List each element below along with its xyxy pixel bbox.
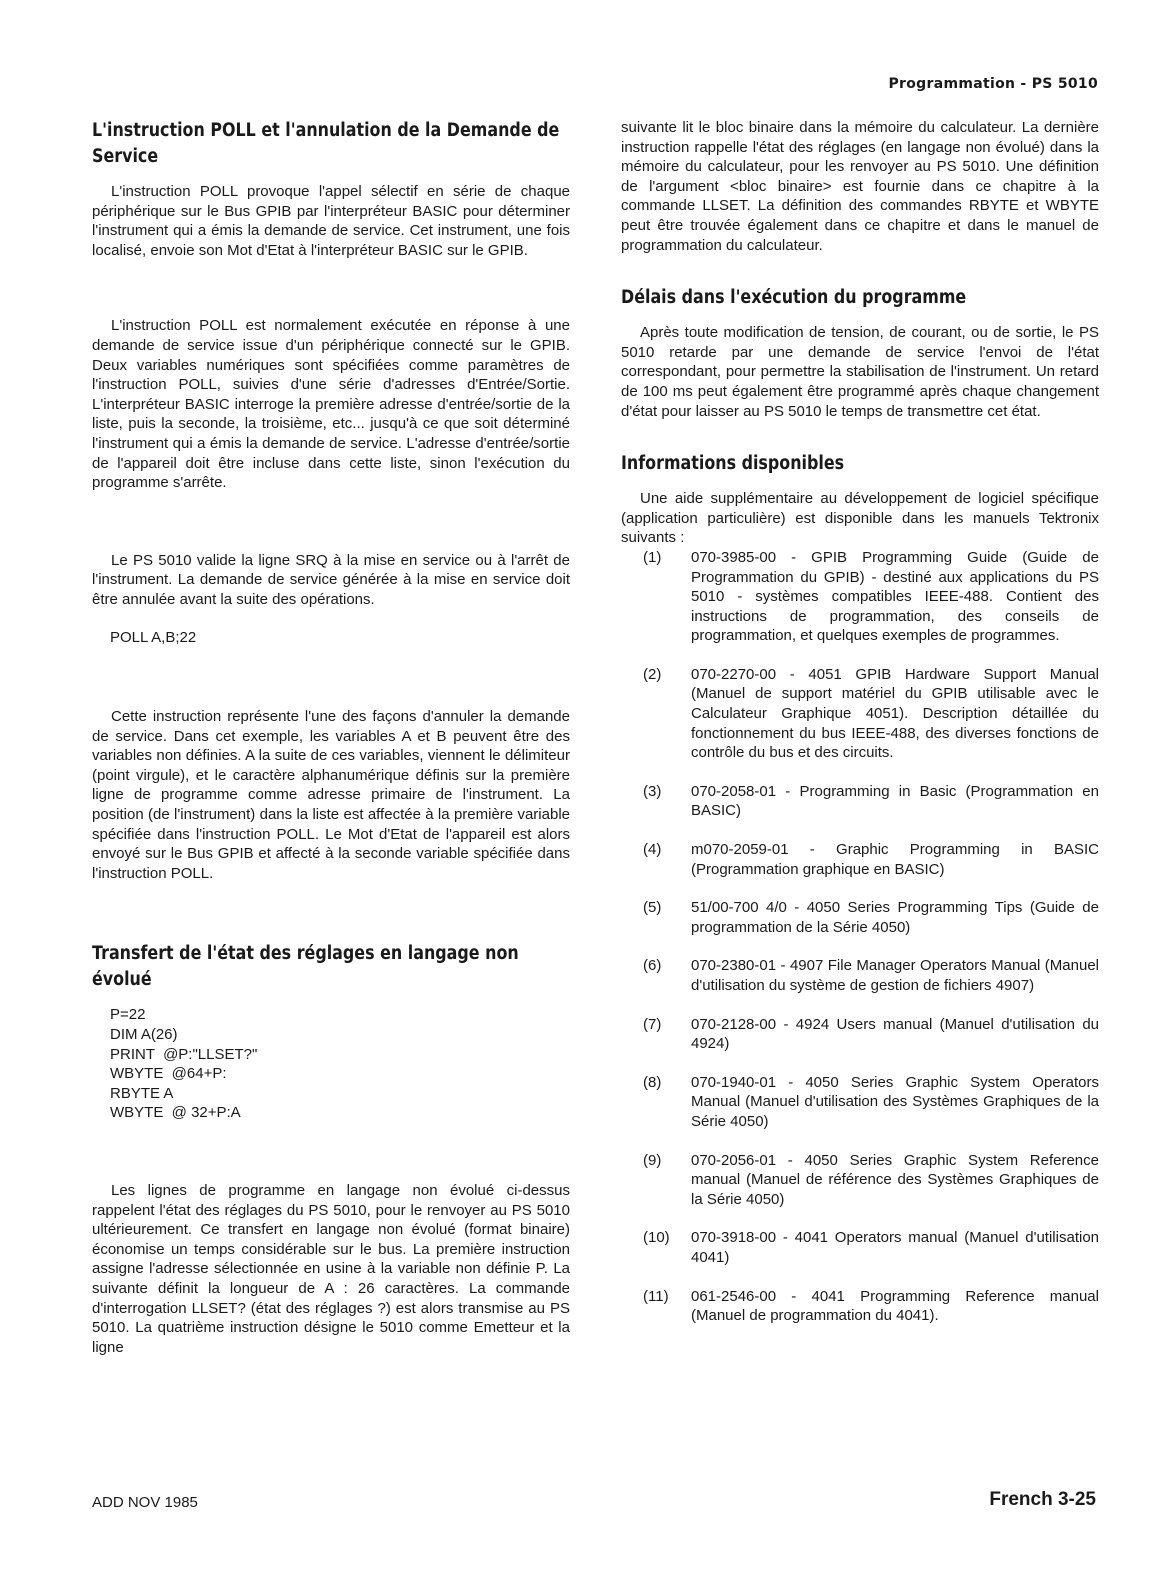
ref-number: (5) [643, 899, 662, 917]
ref-number: (9) [643, 1151, 662, 1169]
list-item [621, 1287, 1099, 1326]
list-item [621, 840, 1099, 879]
ref-number: (2) [643, 665, 662, 683]
footer-date: ADD NOV 1985 [92, 1494, 198, 1511]
list-item [621, 665, 1099, 763]
ref-number: (11) [643, 1287, 669, 1305]
ref-text: 070-2056-01 - 4050 Series Graphic System Reference manual (Manuel de référence des Systèmes Graphiques de la Série 4050) [691, 1151, 1099, 1208]
ref-text: m070-2059-01 - Graphic Programming in BASIC (Programmation graphique en BASIC) [691, 841, 1099, 878]
ref-text: 070-2058-01 - Programming in Basic (Programmation en BASIC) [691, 782, 1099, 820]
paragraph: Cette instruction représente l'une des façons d'annuler la demande de service. Dans cet exemple, les variables A et B peuvent être des variables non définies. A la suite de ces variables, viennent le délimiteur (point virgule), et le caractère alphanumérique définis sur la première ligne de programme comme adresse primaire de l'instrument. La position (de l'instrument) dans la liste est affectée à la première variable spécifiée dans l'instruction POLL. Le Mot d'Etat de l'appareil est alors envoyé sur le Bus GPIB et affecté à la seconde variable spécifiée dans l'instruction POLL. [92, 708, 570, 882]
paragraph: Une aide supplémentaire au développement de logiciel spécifique (application particulière) est disponible dans les manuels Tektronix suivants : [621, 490, 1099, 547]
paragraph: L'instruction POLL est normalement exécutée en réponse à une demande de service issue d'un périphérique connecté sur le GPIB. Deux variables numériques sont spécifiées comme paramètres de l'instruction POLL, suivies d'une série d'adresses d'Entrée/Sortie. L'interpréteur BASIC interroge la première adresse d'entrée/sortie de la liste, puis la seconde, la troisième, etc... jusqu'à ce que soit déterminé l'instrument qui a émis la demande de service. L'adresse d'entrée/sortie de l'appareil doit être incluse dans cette liste, sinon l'exécution du programme s'arrête. [92, 317, 570, 492]
ref-text: 070-1940-01 - 4050 Series Graphic System Operators Manual (Manuel d'utilisation des Systèmes Graphiques de la Série 4050) [691, 1073, 1099, 1130]
paragraph: L'instruction POLL provoque l'appel sélectif en série de chaque périphérique sur le Bus GPIB par l'interpréteur BASIC pour déterminer l'instrument qui a émis la demande de service. Cet instrument, une fois localisé, envoie son Mot d'Etat à l'interpréteur BASIC sur le GPIB. [92, 183, 570, 259]
code-poll: POLL A,B;22 [110, 628, 197, 646]
ref-text: 070-2270-00 - 4051 GPIB Hardware Support Manual (Manuel de support matériel du GPIB utilisable avec le Calculateur Graphique 4051). Description détaillée du fonctionnement du bus IEEE-488, des diverses fonctions de contrôle du bus et des circuits. [691, 665, 1099, 762]
page-number: French 3-25 [989, 1489, 1096, 1510]
ref-number: (7) [643, 1015, 662, 1033]
ref-text: 51/00-700 4/0 - 4050 Series Programming Tips (Guide de programmation de la Série 4050) [691, 899, 1099, 936]
list-item [621, 548, 1099, 646]
code-line: RBYTE A [110, 1084, 174, 1102]
list-item [621, 956, 1099, 995]
ref-number: (10) [643, 1229, 670, 1247]
right-column [621, 118, 1099, 1345]
code-line: WBYTE @ 32+P:A [110, 1104, 241, 1122]
section-heading-transfer: Transfert de l'état des réglages en langage non évolué [92, 943, 519, 991]
reference-list [621, 548, 1099, 1326]
paragraph: suivante lit le bloc binaire dans la mémoire du calculateur. La dernière instruction rappelle l'état des réglages (en langage non évolué) dans la mémoire du calculateur, pour les renvoyer au PS 5010. Une définition de l'argument <bloc binaire> est fournie dans ce chapitre à la commande LLSET. La définition des commandes RBYTE et WBYTE peut être trouvée également dans ce chapitre et dans le manuel de programmation du calculateur. [621, 119, 1099, 254]
left-column [92, 118, 570, 1357]
section-heading-delays: Délais dans l'exécution du programme [621, 287, 967, 309]
list-item [621, 1228, 1099, 1267]
code-line: PRINT @P:"LLSET?" [110, 1045, 258, 1063]
paragraph: Après toute modification de tension, de courant, ou de sortie, le PS 5010 retarde par une demande de service l'envoi de l'état correspondant, pour permettre la stabilisation de l'instrument. Un retard de 100 ms peut également être programmé après chaque changement d'état pour laisser au PS 5010 le temps de transmettre cet état. [621, 324, 1099, 420]
code-line: WBYTE @64+P: [110, 1065, 227, 1083]
code-line: DIM A(26) [110, 1026, 178, 1044]
ref-number: (6) [643, 957, 662, 975]
code-line: P=22 [110, 1006, 146, 1024]
ref-number: (4) [643, 841, 662, 859]
ref-text: 070-3985-00 - GPIB Programming Guide (Guide de Programmation du GPIB) - destiné aux applications du PS 5010 - systèmes compatibles IEEE-488. Contient des instructions de programmation, des conseils de programmation, et quelques exemples de programmes. [691, 548, 1099, 645]
list-item [621, 1015, 1099, 1054]
ref-text: 070-2380-01 - 4907 File Manager Operators Manual (Manuel d'utilisation du système de gestion de fichiers 4907) [691, 957, 1099, 994]
paragraph: Le PS 5010 valide la ligne SRQ à la mise en service ou à l'arrêt de l'instrument. La demande de service générée à la mise en service doit être annulée avant la suite des opérations. [92, 551, 570, 608]
ref-text: 070-2128-00 - 4924 Users manual (Manuel d'utilisation du 4924) [691, 1015, 1099, 1053]
ref-text: 061-2546-00 - 4041 Programming Reference manual (Manuel de programmation du 4041). [691, 1287, 1099, 1325]
list-item [621, 1151, 1099, 1210]
section-heading-poll: L'instruction POLL et l'annulation de la Demande de Service [92, 120, 560, 167]
ref-number: (1) [643, 548, 662, 566]
list-item [621, 898, 1099, 937]
ref-text: 070-3918-00 - 4041 Operators manual (Manuel d'utilisation 4041) [691, 1229, 1099, 1266]
ref-number: (3) [643, 782, 662, 800]
list-item [621, 1073, 1099, 1132]
ref-number: (8) [643, 1073, 662, 1091]
code-block-transfer [92, 1005, 570, 1123]
section-heading-info: Informations disponibles [621, 453, 845, 475]
list-item [621, 782, 1099, 821]
paragraph: Les lignes de programme en langage non évolué ci-dessus rappelent l'état des réglages du PS 5010, pour le renvoyer au PS 5010 ultérieurement. Ce transfert en langage non évolué (format binaire) économise un temps considérable sur le bus. La première instruction assigne l'adresse sélectionnée en usine à la variable non définie P. La suivante définit la longueur de A : 26 caractères. La commande d'interrogation LLSET? (état des réglages ?) est alors transmise au PS 5010. La quatrième instruction désigne le 5010 comme Emetteur et la ligne [92, 1182, 570, 1356]
running-header: Programmation - PS 5010 [888, 76, 1098, 92]
